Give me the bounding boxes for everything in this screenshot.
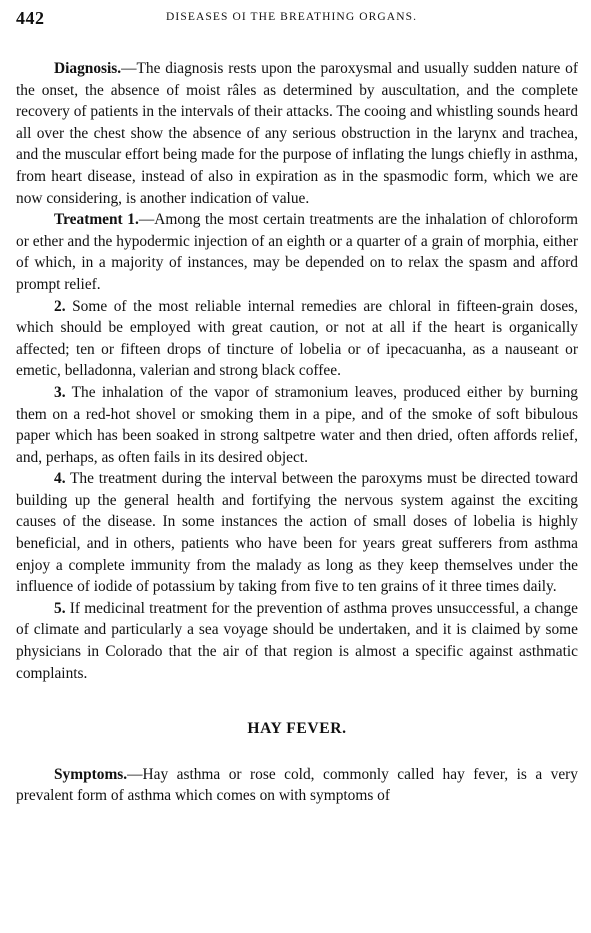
paragraph-lead: Treatment 1. [54,211,139,229]
paragraph-lead: Diagnosis. [54,60,122,77]
paragraph-lead: Symptoms. [54,765,128,783]
running-head [16,8,575,30]
paragraph-treatment-2 [16,296,578,382]
paragraph-treatment-3 [16,382,578,468]
paragraph-diagnosis [16,58,578,209]
paragraph-text: Some of the most reliable internal remedies are chloral in fifteen-grain doses, which should be employed with great caution, or not at all if the heart is organically affected; ten or fifteen drops of tincture of lobelia or of ipecacuanha, as a nauseant or emetic, belladonna, valerian and strong black coffee. [16,297,578,380]
paragraph-lead: 3. [54,383,66,401]
paragraph-lead: 2. [54,297,66,315]
paragraph-text: —Among the most certain treatments are the inhalation of chloroform or ether and the hypodermic injection of an eighth or a quarter of a grain of morphia, either of which, in a majority of instances, may be depended on to relax the spasm and afford prompt relief. [16,211,578,293]
paragraph-treatment-1 [16,209,578,295]
paragraph-treatment-4 [16,468,578,598]
paragraph-text: —The diagnosis rests upon the paroxysmal and usually sudden nature of the onset, the absence of moist râles as determined by auscultation, and the complete recovery of patients in the intervals of their attacks. The cooing and whistling sounds heard all over the chest show the absence of any serious obstruction in the larynx and trachea, and the muscular effort being made for the purpose of inflating the lungs chiefly in asthma, from heart disease, instead of also in expiration as in the spasmodic form, which we are now considering, is another indication of value. [16,60,578,207]
page-number: 442 [16,8,45,28]
section-heading-hay-fever: HAY FEVER. [247,720,347,738]
paragraph-symptoms [16,764,578,807]
paragraph-treatment-5 [16,598,578,684]
paragraph-text: —Hay asthma or rose cold, commonly called hay fever, is a very prevalent form of asthma which comes on with symptoms of [16,765,578,805]
paragraph-text: The inhalation of the vapor of stramonium leaves, produced either by burning them on a red-hot shovel or smoking them in a pipe, and of the smoke of soft bibulous paper which has been soaked in strong saltpetre water and then dried, often affords relief, and, perhaps, as often fails in its desired object. [16,383,578,466]
paragraph-text: If medicinal treatment for the prevention of asthma proves unsuccessful, a change of climate and particularly a sea voyage should be undertaken, and it is claimed by some physicians in Colorado that the air of that region is almost a specific against asthmatic complaints. [16,599,578,682]
running-title: DISEASES OI THE BREATHING ORGANS. [166,11,418,23]
body-text [16,58,578,807]
paragraph-text: The treatment during the interval between the paroxyms must be directed toward building up the general health and fortifying the nervous system against the exciting causes of the disease. In some instances the action of small doses of lobelia is highly beneficial, and in others, patients who have been for years great sufferers from asthma enjoy a complete immunity from the malady as long as they keep themselves under the influence of iodide of potassium by taking from five to ten grains of it three times daily. [16,470,578,596]
paragraph-lead: 4. [54,470,66,488]
paragraph-lead: 5. [54,599,66,617]
